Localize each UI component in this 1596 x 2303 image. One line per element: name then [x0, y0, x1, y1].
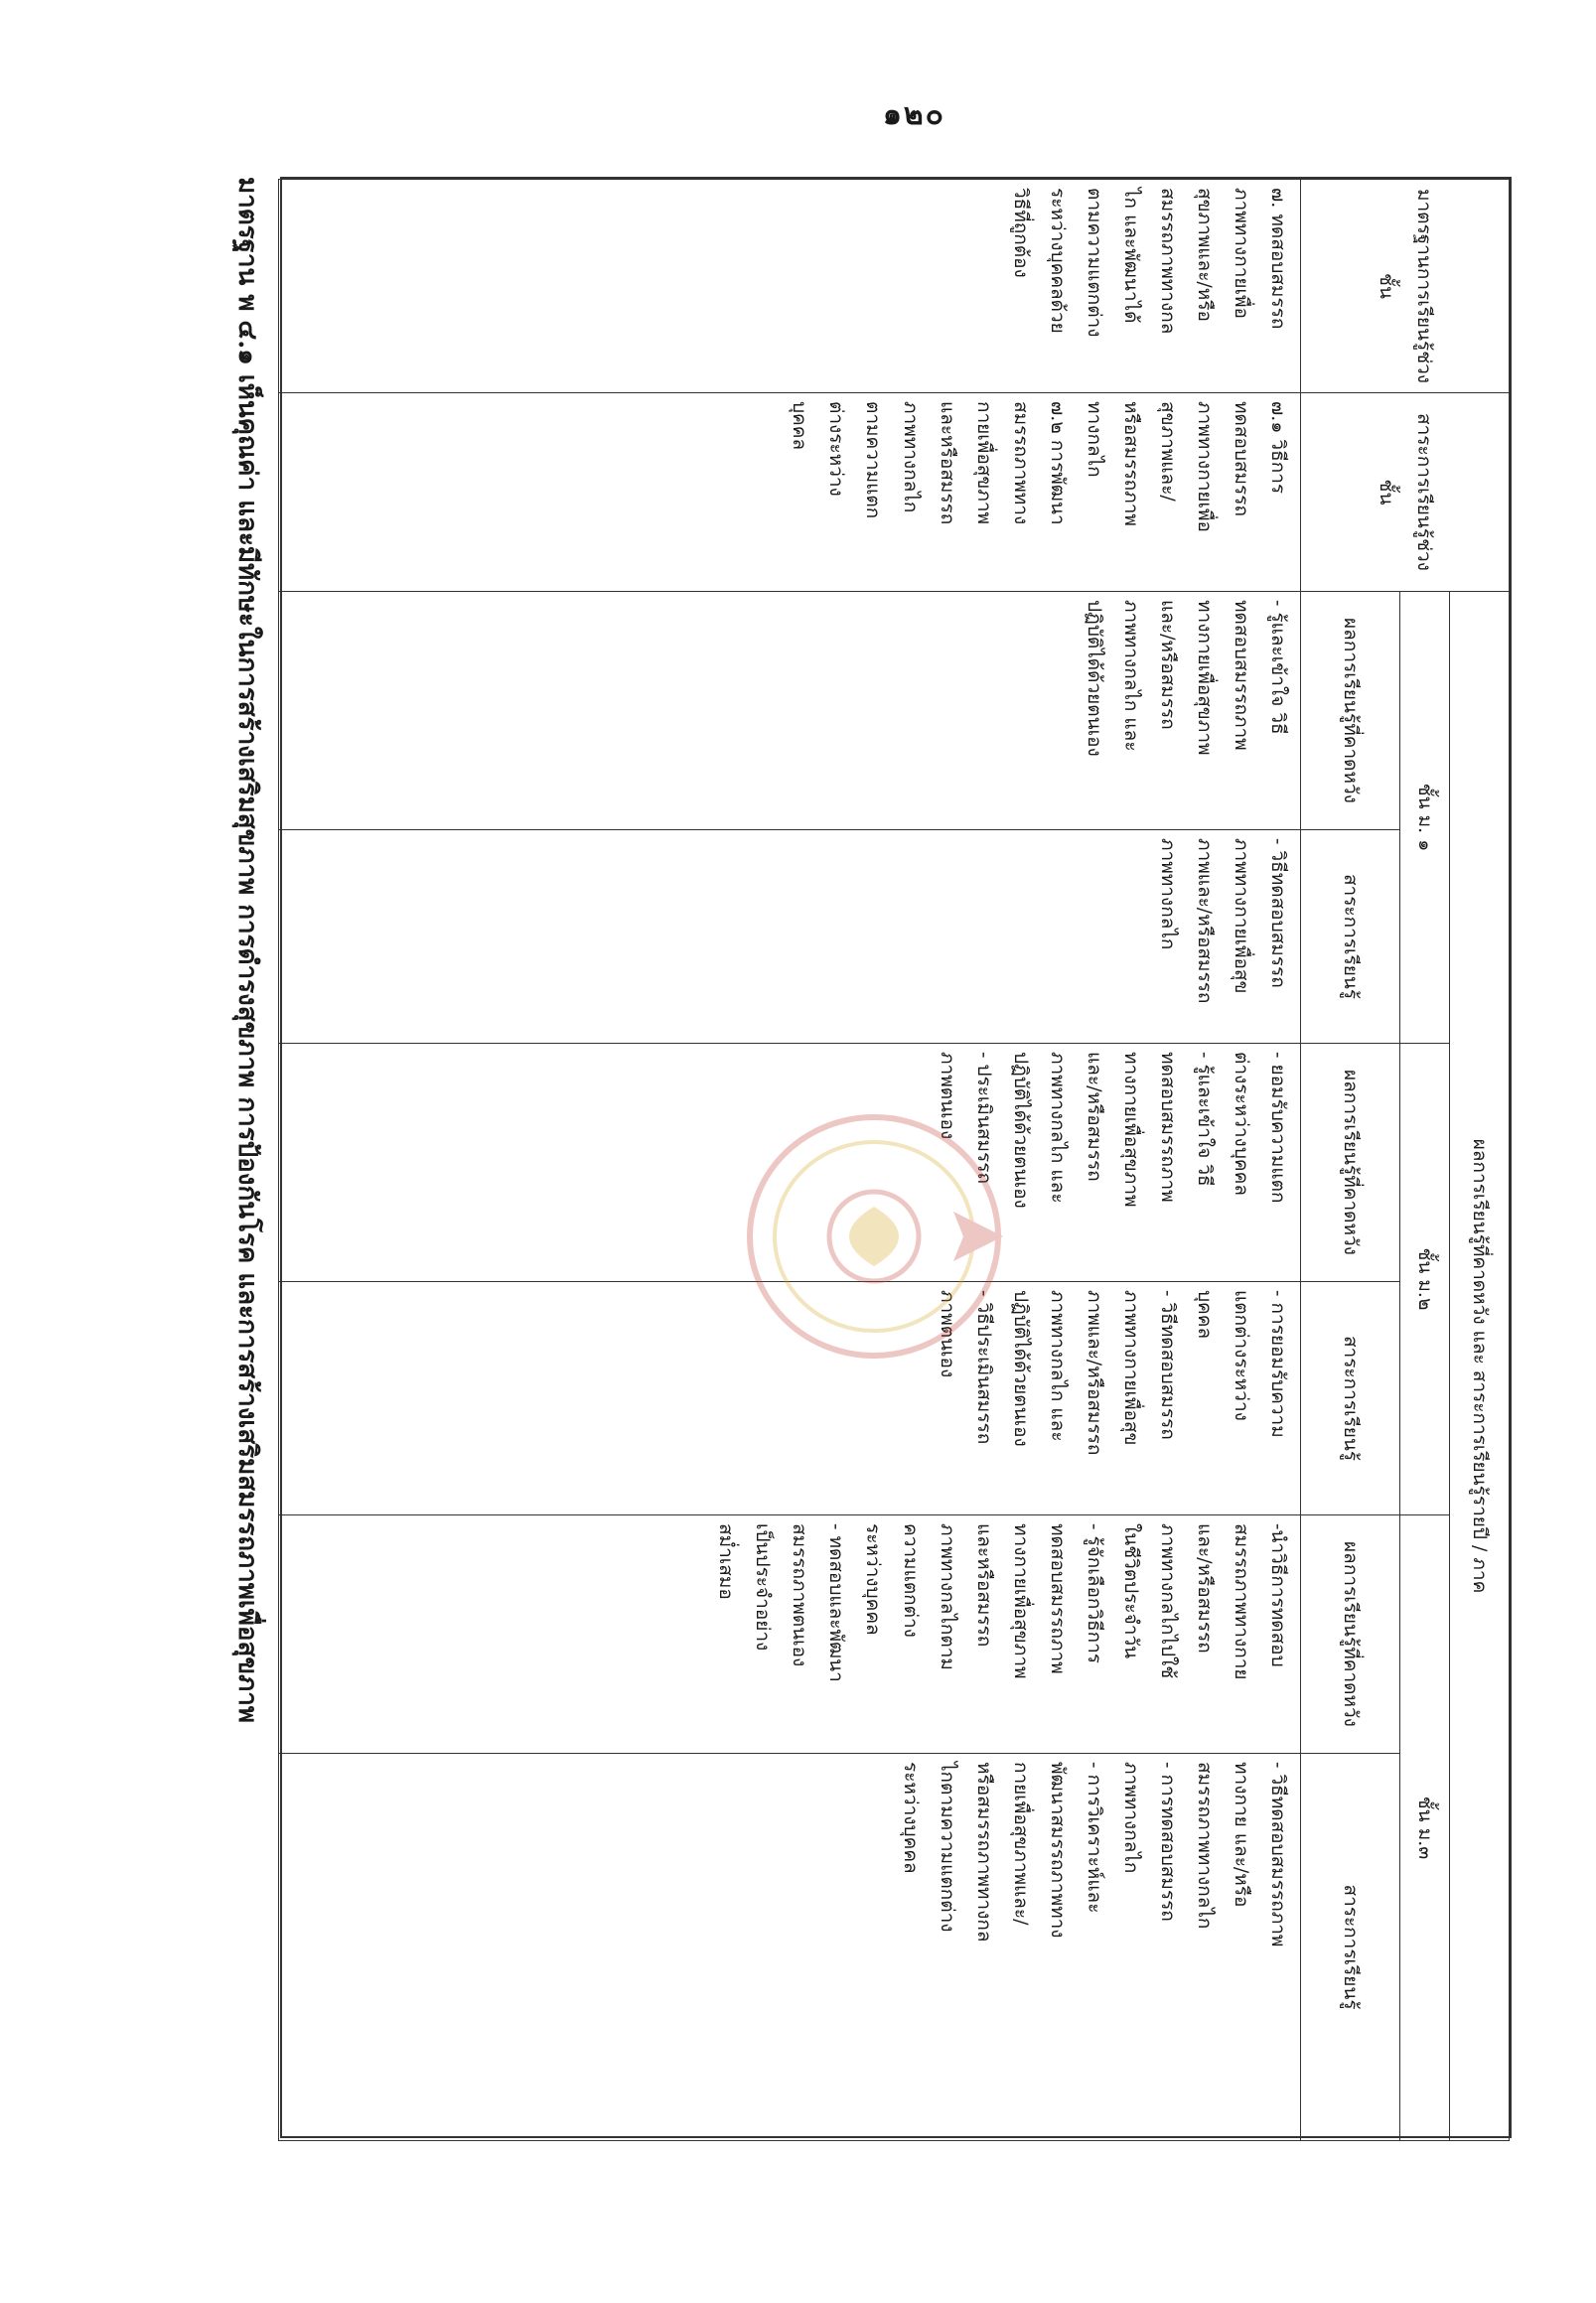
cell-line: - ทดสอบและพัฒนา — [825, 1523, 848, 1682]
cell-line: ๗.๒ การพัฒนา — [1046, 401, 1069, 525]
cell-line: ภาพทางกลไก และ — [1046, 1052, 1069, 1204]
cell-line: และ/หรือสมรรถ — [1193, 1523, 1216, 1654]
cell-line: ระหว่างบุคคล — [862, 1523, 885, 1636]
cell-line: - รู้จักเลือกวิธีการ — [1083, 1523, 1105, 1663]
cell-line: สุขภาพและ/หรือ — [1193, 188, 1216, 322]
cell-line: สมรรถภาพทางกลไก — [1193, 1762, 1216, 1930]
cell-line: ภาพทางกลไก และ — [1119, 600, 1142, 752]
cell-line: ภาพทางกลไก — [899, 401, 922, 513]
cell-line: ๗.๑ วิธีการ — [1267, 401, 1289, 495]
cell-line: และ/หรือสมรรถ — [1156, 600, 1179, 730]
cell-line: สมรรถภาพทางกล — [1156, 188, 1179, 335]
cell-line: ทางกายเพื่อสุขภาพ — [1009, 1523, 1032, 1679]
cell-line: พัฒนาสมรรถภาพทาง — [1046, 1762, 1069, 1939]
cell-line: หรือสมรรถภาพ — [1119, 401, 1142, 526]
cell-line: ภาพทางกลไก — [1119, 1762, 1142, 1874]
cell-line: ๗. ทดสอบสมรรถ — [1267, 188, 1289, 330]
header-g2-content: สาระการเรียนรู้ — [1301, 1282, 1400, 1515]
cell-line: ทางกายเพื่อสุขภาพ — [1193, 600, 1216, 756]
header-grade-2: ชั้น ม.๒ — [1400, 1044, 1450, 1515]
cell-line: - รู้และเข้าใจ วิธี — [1193, 1052, 1216, 1187]
header-content-range: สาระการเรียนรู้ช่วงชั้น — [1301, 393, 1510, 592]
cell-line: ภาพและ/หรือสมรรถ — [1083, 1290, 1105, 1456]
cell-line: สมรรถภาพตนเอง — [789, 1523, 811, 1667]
cell-g2-content — [279, 1282, 1301, 1515]
cell-line: ทางกลไก — [1083, 401, 1105, 478]
cell-g3-content — [279, 1754, 1301, 2141]
cell-line: ทดสอบสมรรถ — [1230, 401, 1252, 516]
curriculum-table — [278, 179, 1510, 2141]
cell-line: บุคคล — [1193, 1290, 1216, 1340]
cell-line: - วิธีทดสอบสมรรถ — [1156, 1290, 1179, 1440]
header-grade-3: ชั้น ม.๓ — [1400, 1515, 1450, 2141]
cell-line: กายเพื่อสุขภาพและ/ — [1009, 1762, 1032, 1926]
cell-line: ต่างระหว่างบุคคล — [1230, 1052, 1252, 1196]
cell-line: ทางกาย และ/หรือ — [1230, 1762, 1252, 1908]
cell-line: และหรือสมรรถ — [972, 1523, 995, 1648]
cell-line: ระหว่างบุคคลด้วย — [1046, 188, 1069, 334]
rotated-landscape-table-area — [201, 177, 1512, 2138]
header-g1-content: สาระการเรียนรู้ — [1301, 830, 1400, 1044]
cell-line: ตามความแตกต่าง — [1083, 188, 1105, 338]
cell-line: - การวิเคราะห์และ — [1083, 1762, 1105, 1914]
cell-line: ภาพทางกลไก — [1156, 838, 1179, 950]
cell-line: สม่ำเสมอ — [715, 1523, 738, 1600]
header-g3-outcome: ผลการเรียนรู้ที่คาดหวัง — [1301, 1515, 1400, 1754]
cell-line: ไก และพัฒนาได้ — [1119, 188, 1142, 324]
cell-line: ความแตกต่าง — [899, 1523, 922, 1638]
cell-line: เป็นประจำอย่าง — [752, 1523, 775, 1652]
cell-line: - การทดสอบสมรรถ — [1156, 1762, 1179, 1922]
header-group: ผลการเรียนรู้ที่คาดหวัง และ สาระการเรียนรู้รายปี / ภาค — [1450, 592, 1510, 2141]
cell-line: หรือสมรรถภาพทางกล — [972, 1762, 995, 1943]
curriculum-table-frame — [280, 177, 1512, 2138]
cell-line: ภาพทางกลไกไปใช้ — [1156, 1523, 1179, 1679]
cell-line: ภาพทางกายเพื่อสุข — [1119, 1290, 1142, 1446]
cell-line: ภาพทางกลไก และ — [1046, 1290, 1069, 1442]
cell-line: ไกตามความแตกต่าง — [936, 1762, 958, 1933]
cell-line: ทดสอบสมรรถภาพ — [1156, 1052, 1179, 1203]
cell-g3-outcome — [279, 1515, 1301, 1754]
cell-line: ภาพและ/หรือสมรรถ — [1193, 838, 1216, 1004]
cell-line: ภาพทางกายเพื่อสุข — [1230, 838, 1252, 994]
cell-line: ภาพทางกายเพื่อ — [1230, 188, 1252, 319]
header-g3-content: สาระการเรียนรู้ — [1301, 1754, 1400, 2141]
page-number: ๑๒๐ — [882, 97, 945, 132]
cell-line: และหรือสมรรถ — [936, 401, 958, 525]
header-grade-1: ชั้น ม. ๑ — [1400, 592, 1450, 1044]
cell-line: กายเพื่อสุขภาพ — [972, 401, 995, 525]
header-g1-outcome: ผลการเรียนรู้ที่คาดหวัง — [1301, 592, 1400, 830]
cell-standard — [279, 180, 1301, 393]
cell-line: บุคคล — [789, 401, 811, 451]
cell-line: - ประเมินสมรรถ — [972, 1052, 995, 1184]
cell-line: สุขภาพและ/ — [1156, 401, 1179, 502]
cell-line: - ยอมรับความแตก — [1267, 1052, 1289, 1204]
cell-line: และ/หรือสมรรถ — [1083, 1052, 1105, 1182]
cell-line: - รู้และเข้าใจ วิธี — [1267, 600, 1289, 735]
cell-line: ปฏิบัติได้ด้วยตนเอง — [1009, 1052, 1032, 1209]
cell-line: ปฏิบัติได้ด้วยตนเอง — [1083, 600, 1105, 757]
cell-line: ภาพทางกลไกตาม — [936, 1523, 958, 1670]
cell-line: สมรรถภาพทางกาย — [1230, 1523, 1252, 1680]
cell-line: ภาพทางกายเพื่อ — [1193, 401, 1216, 532]
cell-line: ทางกายเพื่อสุขภาพ — [1119, 1052, 1142, 1208]
cell-line: -นำวิธีการทดสอบ — [1267, 1523, 1289, 1667]
header-standard: มาตรฐานการเรียนรู้ช่วงชั้น — [1301, 180, 1510, 393]
cell-line: - วิธีประเมินสมรรถ — [972, 1290, 995, 1445]
cell-line: ทดสอบสมรรถภาพ — [1046, 1523, 1069, 1674]
cell-content-range — [279, 393, 1301, 592]
cell-line: ปฏิบัติได้ด้วยตนเอง — [1009, 1290, 1032, 1447]
cell-line: ต่างระหว่าง — [825, 401, 848, 497]
cell-line: วิธีที่ถูกต้อง — [1009, 188, 1032, 278]
cell-line: ระหว่างบุคคล — [899, 1762, 922, 1874]
cell-line: - การยอมรับความ — [1267, 1290, 1289, 1438]
cell-line: ตามความแตก — [862, 401, 885, 519]
cell-line: ภาพตนเอง — [936, 1052, 958, 1140]
cell-line: สมรรถภาพทาง — [1009, 401, 1032, 525]
cell-g1-outcome — [279, 592, 1301, 830]
cell-line: แตกต่างระหว่าง — [1230, 1290, 1252, 1421]
cell-line: ทดสอบสมรรถภาพ — [1230, 600, 1252, 751]
cell-line: - วิธีทดสอบสมรรถภาพ — [1267, 1762, 1289, 1947]
cell-line: - วิธีทดสอบสมรรถ — [1267, 838, 1289, 988]
standard-title: มาตรฐาน พ ๔.๑ เห็นคุณค่า และมีทักษะในการสร้างเสริมสุขภาพ การดำรงสุขภาพ การป้องกันโรค และการสร้างเสริมสมรรถภาพเพื่อสุขภาพ — [232, 177, 262, 1724]
cell-g2-outcome — [279, 1044, 1301, 1282]
header-g2-outcome: ผลการเรียนรู้ที่คาดหวัง — [1301, 1044, 1400, 1282]
cell-line: ภาพตนเอง — [936, 1290, 958, 1378]
cell-line: ในชีวิตประจำวัน — [1119, 1523, 1142, 1659]
cell-g1-content — [279, 830, 1301, 1044]
